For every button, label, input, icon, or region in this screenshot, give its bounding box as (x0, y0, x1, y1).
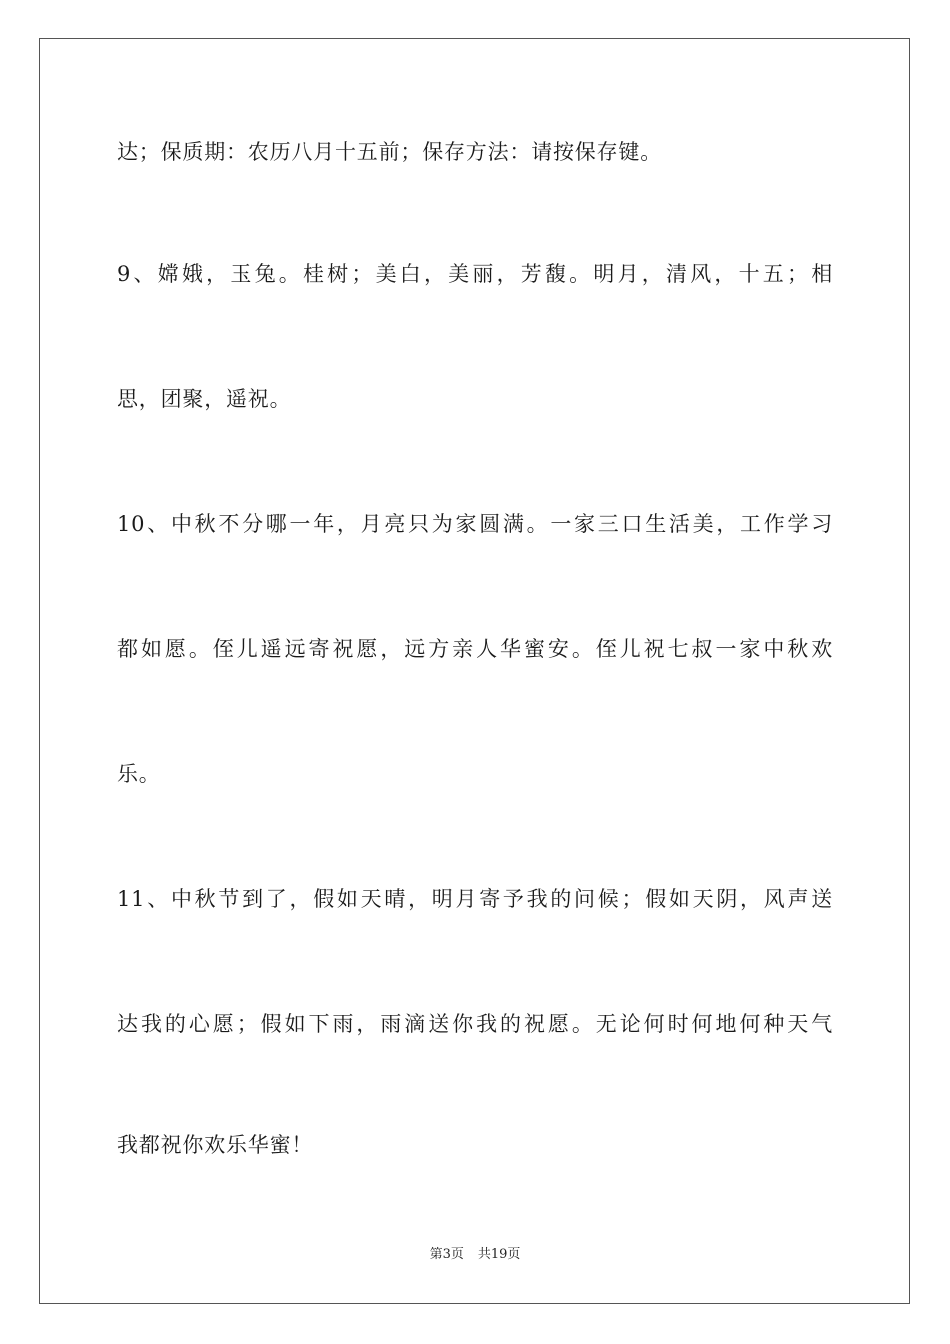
text-line-8: 达我的心愿；假如下雨，雨滴送你我的祝愿。无论何时何地何种天气 (117, 1012, 833, 1036)
page-total: 共19页 (477, 1247, 521, 1262)
page-number: 第3页 (429, 1247, 464, 1262)
text-line-9: 我都祝你欢乐华蜜！ (117, 1133, 314, 1157)
text-line-3: 思，团聚，遥祝。 (117, 387, 292, 411)
text-line-6: 乐。 (117, 762, 161, 786)
text-line-7: 11、中秋节到了，假如天晴，明月寄予我的问候；假如天阴，风声送 (117, 887, 833, 911)
text-line-4: 10、中秋不分哪一年，月亮只为家圆满。一家三口生活美，工作学习 (117, 512, 833, 536)
text-line-5: 都如愿。侄儿遥远寄祝愿，远方亲人华蜜安。侄儿祝七叔一家中秋欢 (117, 637, 833, 661)
text-line-1: 达；保质期：农历八月十五前；保存方法：请按保存键。 (117, 140, 662, 164)
page-footer (0, 1246, 950, 1264)
text-line-2: 9、嫦娥，玉兔。桂树；美白，美丽，芳馥。明月，清风，十五；相 (117, 262, 833, 286)
page-frame (39, 38, 910, 1304)
